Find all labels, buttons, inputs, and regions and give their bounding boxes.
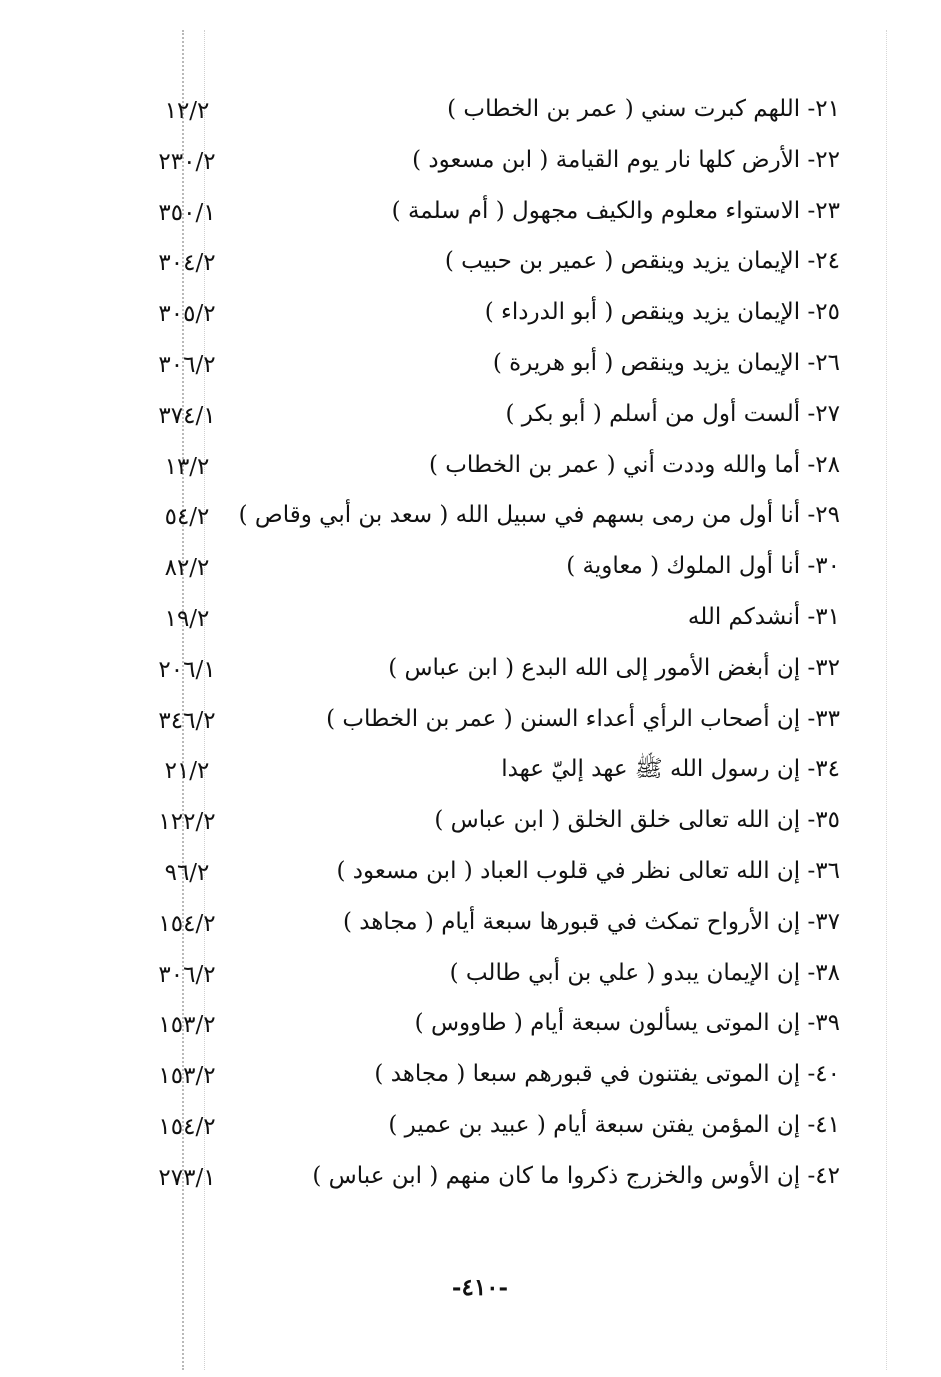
entry-text: ٣٠- أنا أول الملوك ( معاوية ) bbox=[566, 553, 840, 580]
scan-margin-dots bbox=[886, 30, 887, 1370]
index-entry bbox=[120, 595, 840, 646]
entry-text: ٣٢- إن أبغض الأمور إلى الله البدع ( ابن عباس ) bbox=[388, 654, 840, 681]
index-entry bbox=[120, 189, 840, 240]
entry-reference: ٣٠٥/٢ bbox=[158, 301, 216, 328]
entry-reference: ٣٥٠/١ bbox=[158, 199, 216, 226]
entry-text: ٢٩- أنا أول من رمى بسهم في سبيل الله ( سعد بن أبي وقاص ) bbox=[238, 502, 840, 529]
entry-reference: ١٣/٢ bbox=[164, 453, 210, 480]
index-entry bbox=[120, 1154, 840, 1205]
entry-text: ٢٧- ألست أول من أسلم ( أبو بكر ) bbox=[505, 400, 840, 427]
index-entry bbox=[120, 544, 840, 595]
index-list bbox=[120, 87, 840, 1205]
entry-text: ٢٢- الأرض كلها نار يوم القيامة ( ابن مسعود ) bbox=[412, 146, 840, 173]
index-entry bbox=[120, 951, 840, 1002]
entry-text: ٣٣- إن أصحاب الرأي أعداء السنن ( عمر بن الخطاب ) bbox=[326, 705, 840, 732]
entry-text: ٣١- أنشدكم الله bbox=[687, 603, 840, 630]
entry-text: ٣٤- إن رسول الله ﷺ عهد إليّ عهدا bbox=[501, 756, 840, 783]
entry-reference: ٢١/٢ bbox=[164, 758, 210, 785]
index-entry bbox=[120, 138, 840, 189]
entry-reference: ٣٤٦/٢ bbox=[158, 707, 216, 734]
entry-reference: ٣٧٤/١ bbox=[158, 402, 216, 429]
entry-reference: ١٥٣/٢ bbox=[158, 1012, 216, 1039]
entry-reference: ١٥٤/٢ bbox=[158, 910, 216, 937]
entry-text: ٤١- إن المؤمن يفتن سبعة أيام ( عبيد بن عمير ) bbox=[388, 1111, 840, 1138]
entry-reference: ٢٠٦/١ bbox=[158, 656, 216, 683]
entry-text: ٣٧- إن الأرواح تمكث في قبورها سبعة أيام ( مجاهد ) bbox=[342, 908, 840, 935]
entry-text: ٤٢- إن الأوس والخزرج ذكروا ما كان منهم ( ابن عباس ) bbox=[312, 1162, 840, 1189]
entry-reference: ١٥٤/٢ bbox=[158, 1113, 216, 1140]
index-entry bbox=[120, 1052, 840, 1103]
entry-reference: ١٢/٢ bbox=[164, 98, 210, 124]
entry-text: ٣٦- إن الله تعالى نظر في قلوب العباد ( ابن مسعود ) bbox=[336, 857, 840, 884]
entry-text: ٢١- اللهم كبرت سني ( عمر بن الخطاب ) bbox=[447, 96, 840, 122]
index-entry bbox=[120, 798, 840, 849]
entry-reference: ٢٧٣/١ bbox=[158, 1164, 216, 1191]
index-entry bbox=[120, 697, 840, 748]
entry-reference: ٨٢/٢ bbox=[164, 555, 210, 582]
entry-text: ٢٥- الإيمان يزيد وينقص ( أبو الدرداء ) bbox=[484, 299, 840, 326]
index-entry bbox=[120, 849, 840, 900]
entry-reference: ٣٠٦/٢ bbox=[158, 351, 216, 378]
entry-reference: ١٩/٢ bbox=[164, 605, 210, 632]
index-entry bbox=[120, 443, 840, 494]
entry-text: ٣٨- إن الإيمان يبدو ( علي بن أبي طالب ) bbox=[449, 959, 840, 986]
entry-reference: ٣٠٤/٢ bbox=[158, 250, 216, 277]
entry-reference: ١٥٣/٢ bbox=[158, 1063, 216, 1090]
index-entry bbox=[120, 87, 840, 138]
index-entry bbox=[120, 1103, 840, 1154]
index-entry bbox=[120, 747, 840, 798]
entry-reference: ١٢٢/٢ bbox=[158, 809, 216, 836]
entry-text: ٢٣- الاستواء معلوم والكيف مجهول ( أم سلمة ) bbox=[391, 197, 840, 224]
entry-reference: ٣٠٦/٢ bbox=[158, 961, 216, 988]
entry-text: ٢٤- الإيمان يزيد وينقص ( عمير بن حبيب ) bbox=[444, 248, 840, 275]
index-entry bbox=[120, 341, 840, 392]
index-entry bbox=[120, 392, 840, 443]
index-entry bbox=[120, 900, 840, 951]
entry-text: ٣٥- إن الله تعالى خلق الخلق ( ابن عباس ) bbox=[434, 807, 840, 834]
index-entry bbox=[120, 1001, 840, 1052]
index-entry bbox=[120, 239, 840, 290]
entry-text: ٣٩- إن الموتى يسألون سبعة أيام ( طاووس ) bbox=[414, 1010, 840, 1037]
entry-text: ٢٨- أما والله وددت أني ( عمر بن الخطاب ) bbox=[428, 451, 840, 478]
entry-reference: ٩٦/٢ bbox=[164, 859, 210, 886]
entry-text: ٤٠- إن الموتى يفتنون في قبورهم سبعا ( مجاهد ) bbox=[374, 1061, 840, 1088]
entry-reference: ٢٣٠/٢ bbox=[158, 148, 216, 175]
page-number: -٤١٠- bbox=[451, 1274, 509, 1301]
index-entry bbox=[120, 493, 840, 544]
entry-reference: ٥٤/٢ bbox=[164, 504, 210, 531]
index-entry bbox=[120, 290, 840, 341]
index-entry bbox=[120, 646, 840, 697]
entry-text: ٢٦- الإيمان يزيد وينقص ( أبو هريرة ) bbox=[492, 349, 840, 376]
